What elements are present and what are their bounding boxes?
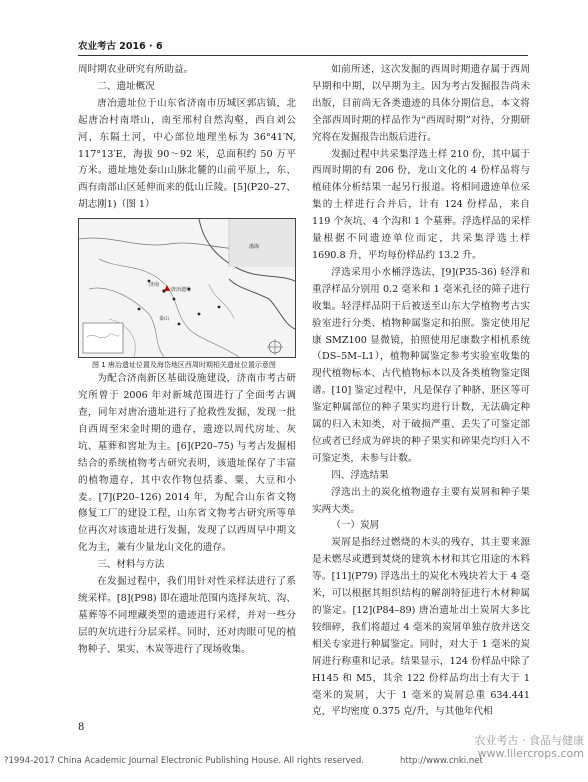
figure-caption: 图 1 唐冶遗址位置及海岱地区西周时期相关遗址位置示意图 <box>92 361 276 370</box>
copyright-footer <box>0 756 588 770</box>
subsection-heading: （一）炭屑 <box>331 520 380 532</box>
left-column <box>78 62 296 659</box>
right-column <box>312 62 530 721</box>
section-heading: 四、浮选结果 <box>331 469 389 481</box>
watermark: 农业考古 · 食品与健康 www.lilercrops.com <box>474 734 584 760</box>
paragraph: 为配合济南新区基础设施建设，济南市考古研究所曾于 2006 年对新城范围进行了全面考古调查，同年对唐冶遗址进行了抢救性发掘，发现一批自西周至宋金时期的遗存，遗迹以周代房址、灰坑、墓葬和窖址为主。[6](P20–75) 与考古发掘相结合的系统植物考古研究表明，该遗址保存了丰富的植物遗存，其中农作物包括黍、粟、大豆和小麦。[7](P20–126) 2014 年，为配合山东省文物修复工厂的建设工程，山东省文物考古研究所等单位再次对该遗址进行发掘，发现了以西周早中期文化为主，兼有少量龙山文化的遗存。 <box>78 373 296 554</box>
map-label: 济南 <box>149 282 160 289</box>
footer-link[interactable]: http://www.cnki.net <box>400 756 483 766</box>
paragraph: 如前所述，这次发掘的西周时期遗存属于西周早期和中期，以早期为主。因为考古发掘报告尚未出版，目前尚无各类遗迹的具体分期信息，本文将全部西周时期的样品作为“西周时期”对待，分期研究将在发掘报告出版后进行。 <box>312 64 530 143</box>
section-heading: 二、遗址概况 <box>97 80 155 92</box>
page-number: 8 <box>78 722 85 733</box>
map-label: 唐冶遗址 <box>171 287 192 294</box>
copyright-text: ?1994-2017 China Academic Journal Electronic Publishing House. All rights reserved. <box>4 756 364 766</box>
section-heading: 三、材料与方法 <box>97 559 165 571</box>
paragraph: 浮选采用小水桶浮选法，[9](P35-36) 轻浮和重浮样品分别用 0.2 毫米和 1 毫米孔径的筛子进行收集。轻浮样品阴干后被送至山东大学植物考古实验室进行分类、植物种属鉴定和拍照。鉴定使用尼康 SMZ100 显微镜，拍照使用尼康数字相机系统（DS–5M–L1），植物种属鉴定参考实验室收集的现代植物标本、古代植物标本以及各类植物鉴定图谱。[10] 鉴定过程中，凡是保存了种脐、胚区等可鉴定种属部位的种子果实均进行计数，无法确定种属的归入未知类，对于破损严重、丢失了可鉴定部位或者已经成为碎块的种子果实和碎果壳均归入不可鉴定类，未参与计数。 <box>312 266 530 464</box>
paragraph: 唐冶遗址位于山东省济南市历城区郭店镇，北起唐冶村南塔山，南至邢村自然沟壑，西自刘公河，东隔土河，中心部位地理坐标为 36°41′N, 117°13′E，海拔 90～92 米，总面积约 50 万平方米。遗址地处泰山山脉北麓的山前平原上，东、西有南部山区延伸而来的低山丘陵。[5](P20–27、胡志刚1)（图 1） <box>78 97 296 211</box>
map-label: 渤海 <box>249 244 260 251</box>
paragraph: 发掘过程中共采集浮选土样 210 份，其中属于西周时期的有 206 份，龙山文化的 4 份样品将与植硅体分析结果一起另行报道。将相同遗迹单位采集的土样进行合并后，计有 124 份样品，来自 119 个灰坑、4 个沟和 1 个墓葬。浮选样品的采样量根据不同遗迹单位而定，共采集浮选土样 1690.8 升，平均每份样品约 13.2 升。 <box>312 148 530 261</box>
header-rule <box>78 55 528 56</box>
paragraph: 在发掘过程中，我们用针对性采样法进行了系统采样。[8](P98) 即在遗址范围内选择灰坑、沟、墓葬等不同埋藏类型的遗迹进行采样，并对一些分层的灰坑进行分层采样。同时，还对肉眼可见的植物种子、果实、木炭等进行了现场收集。 <box>78 576 296 655</box>
paragraph: 浮选出土的炭化植物遗存主要有炭屑和种子果实两大类。 <box>312 486 530 515</box>
paragraph: 周时期农业研究有所助益。 <box>78 64 194 75</box>
site-location-map <box>78 218 296 358</box>
paragraph: 炭屑是指经过燃烧的木头的残存，其主要来源是未燃尽或遭到焚烧的建筑木材和其它用途的木料等。[11](P79) 浮选出土的炭化木残块若大于 4 毫米，可以根据其组织结构的解剖特征进行木材种属的鉴定。[12](P84–89) 唐冶遗址出土炭屑大多比较细碎，我们将超过 4 毫米的炭屑单独存放并送交相关专家进行种属鉴定。同时，对大于 1 毫米的炭屑进行称重和记录。结果显示，124 份样品中除了 H145 和 M5，其余 122 份样品均出土有大于 1 毫米的炭屑，大于 1 毫米的炭屑总重 634.441 克，平均密度 0.375 克/升，与其他年代相 <box>312 537 530 718</box>
journal-header: 农业考古 2016 · 6 <box>78 41 163 52</box>
map-label: 泰山 <box>159 316 170 323</box>
